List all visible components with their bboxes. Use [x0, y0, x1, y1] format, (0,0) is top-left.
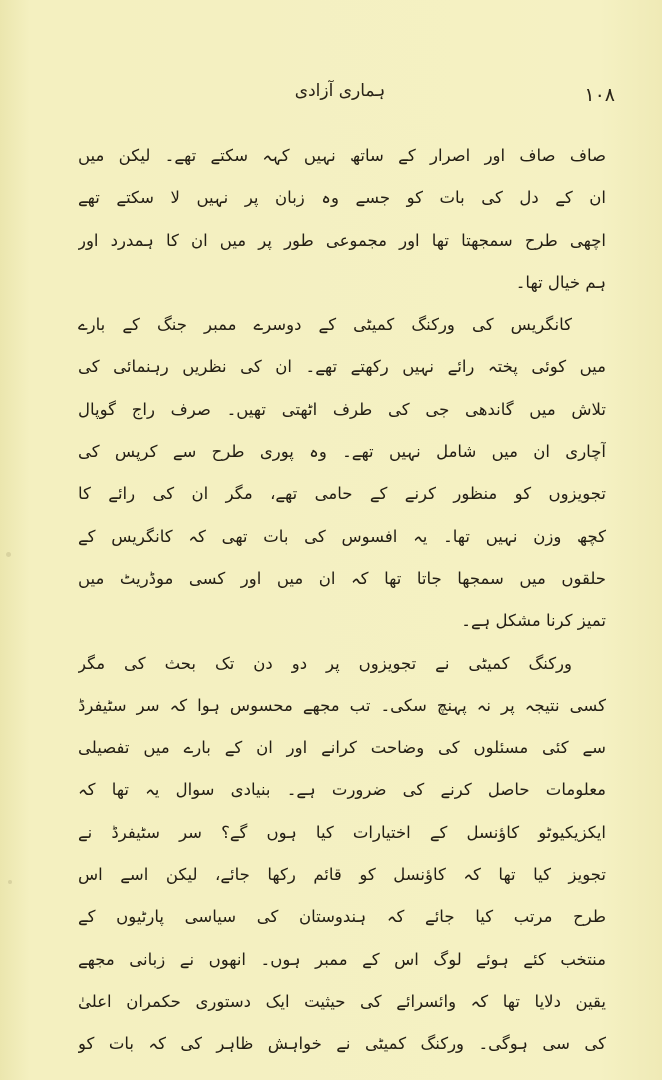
- text-line: تمیز کرنا مشکل ہے۔: [461, 611, 606, 631]
- text-line: سے کئی مسئلوں کی وضاحت کرانے اور ان کے بارے میں تفصیلی: [78, 738, 606, 758]
- text-line: منتخب کئے ہوئے لوگ اس کے ممبر ہوں۔ انھوں نے زبانی مجھے: [78, 949, 606, 969]
- paper-speck: [8, 880, 12, 884]
- text-line: یقین دلایا تھا کہ وائسرائے کی حیثیت ایک دستوری حکمران اعلیٰ: [78, 991, 606, 1011]
- text-line: آچاری ان میں شامل نہیں تھے۔ وہ پوری طرح سے کرپس کی: [78, 442, 606, 462]
- text-line: صاف صاف اور اصرار کے ساتھ نہیں کہہ سکتے تھے۔ لیکن میں: [78, 146, 606, 165]
- text-line: تلاش میں گاندھی جی کی طرف اٹھتی تھیں۔ صرف راج گوپال: [78, 399, 606, 419]
- body-text: [78, 135, 606, 1054]
- text-line: اچھی طرح سمجھتا تھا اور مجموعی طور پر میں ان کا ہمدرد اور: [78, 230, 606, 250]
- text-line: تجویزوں کو منظور کرنے کے حامی تھے، مگر ان کی رائے کا: [78, 484, 606, 504]
- text-line: طرح مرتب کیا جائے کہ ہندوستان کی سیاسی پارٹیوں کے: [78, 907, 606, 927]
- text-line: ان کے دل کی بات کو جسے وہ زبان پر نہیں لا سکتے تھے: [78, 188, 606, 208]
- text-line: میں کوئی پختہ رائے نہیں رکھتے تھے۔ ان کی نظریں رہنمائی کی: [78, 357, 606, 377]
- text-line: معلومات حاصل کرنے کی ضرورت ہے۔ بنیادی سوال یہ تھا کہ: [78, 780, 606, 800]
- page-header: [0, 80, 662, 120]
- text-line: کسی نتیجہ پر نہ پہنچ سکی۔ تب مجھے محسوس ہوا کہ سر سٹیفرڈ: [78, 695, 606, 715]
- text-line: ایکزیکیوٹو کاؤنسل کے اختیارات کیا ہوں گے؟ سر سٹیفرڈ نے: [78, 822, 606, 842]
- text-line: کچھ وزن نہیں تھا۔ یہ افسوس کی بات تھی کہ کانگریس کے: [78, 526, 606, 546]
- page-number: ۱۰۸: [584, 84, 615, 106]
- page-title: ہماری آزادی: [294, 81, 386, 101]
- text-line: ورکنگ کمیٹی نے تجویزوں پر دو دن تک بحث کی مگر: [78, 653, 572, 673]
- paper-speck: [6, 552, 11, 557]
- text-line: حلقوں میں سمجھا جاتا تھا کہ ان میں اور کسی موڈریٹ میں: [78, 568, 606, 588]
- text-line: کانگریس کی ورکنگ کمیٹی کے دوسرے ممبر جنگ کے بارے: [78, 315, 572, 335]
- text-line: ہم خیال تھا۔: [515, 272, 606, 292]
- text-line: کی سی ہوگی۔ ورکنگ کمیٹی نے خواہش ظاہر کی کہ بات کو: [78, 1034, 606, 1054]
- text-line: تجویز کیا تھا کہ کاؤنسل کو قائم رکھا جائے، لیکن اسے اس: [78, 865, 606, 885]
